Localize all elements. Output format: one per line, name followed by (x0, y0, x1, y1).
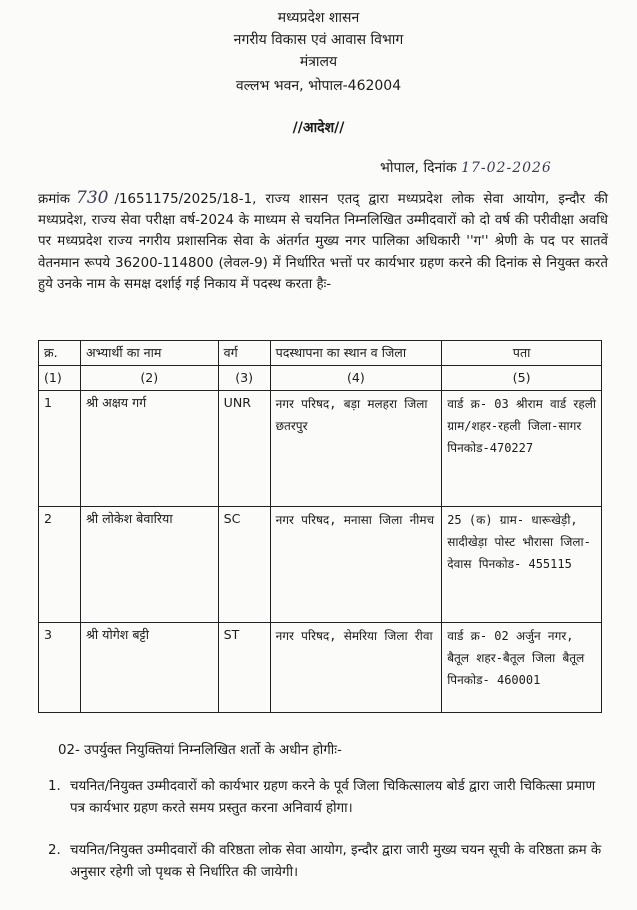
header-department: नगरीय विकास एवं आवास विभाग (233, 32, 404, 48)
condition-number: 1. (48, 779, 61, 794)
date-line (380, 158, 552, 177)
header-cell-name: अभ्यार्थी का नाम (80, 341, 218, 366)
header-cell-address: पता (442, 341, 602, 366)
order-title: //आदेश// (292, 120, 345, 136)
table-header-row (39, 341, 602, 366)
cell-posting: नगर परिषद, मनासा जिला नीमच (270, 507, 442, 623)
condition-number: 2. (48, 843, 61, 858)
table-row (39, 623, 602, 713)
condition-item (48, 840, 608, 884)
kramank-number: 730 (76, 188, 109, 208)
cell-posting: नगर परिषद, बड़ा मलहरा जिला छतरपुर (270, 391, 442, 507)
cell-category: SC (218, 507, 270, 623)
kramank-label: क्रमांक (38, 192, 71, 207)
header-cell-category: वर्ग (218, 341, 270, 366)
cell-posting: नगर परिषद, सेमरिया जिला रीवा (270, 623, 442, 713)
table-row (39, 391, 602, 507)
colnum-cell: (1) (39, 366, 81, 391)
cell-serial: 2 (39, 507, 81, 623)
condition-item (48, 776, 608, 820)
cell-serial: 3 (39, 623, 81, 713)
date-value: 17-02-2026 (461, 160, 552, 176)
condition-text: चयनित/नियुक्त उम्मीदवारों की वरिष्ठता लोक सेवा आयोग, इन्दौर द्वारा जारी मुख्य चयन सूची के वरिष्ठता क्रम के अनुसार रहेगी जो पृथक से निर्धारित की जायेगी। (70, 843, 602, 880)
cell-name: श्री लोकेश बेवारिया (80, 507, 218, 623)
condition-text: चयनित/नियुक्त उम्मीदवारों को कार्यभार ग्रहण करने के पूर्व जिला चिकित्सालय बोर्ड द्वारा जारी चिकित्सा प्रमाण पत्र कार्यभार ग्रहण करते समय प्रस्तुत करना अनिवार्य होगा। (70, 779, 596, 816)
paragraph-text: /1651175/2025/18-1, राज्य शासन एतद् द्वारा मध्यप्रदेश लोक सेवा आयोग, इन्दौर की मध्यप्रदेश, राज्य सेवा परीक्षा वर्ष-2024 के माध्यम से चयनित निम्नलिखित उम्मीदवारों को दो वर्ष की परीवीक्षा अवधि पर मध्यप्रदेश राज्य नगरीय प्रशासनिक सेवा के अंतर्गत मुख्य नगर पालिका अधिकारी ''ग'' श्रेणी के पद पर सातवें वेतनमान रूपये 36200-114800 (लेवल-9) में निर्धारित भत्तों पर कार्यभार ग्रहण करने की दिनांक से नियुक्त करते हुये उनके नाम के समक्ष दर्शाई गई निकाय में पदस्थ करता हैः- (38, 192, 608, 292)
cell-name: श्री अक्षय गर्ग (80, 391, 218, 507)
table-row (39, 507, 602, 623)
colnum-cell: (5) (442, 366, 602, 391)
header-address: वल्लभ भवन, भोपाल-462004 (235, 78, 402, 94)
date-label: भोपाल, दिनांक (380, 160, 457, 176)
order-paragraph (38, 188, 608, 295)
table-colnum-row (39, 366, 602, 391)
header-cell-serial: क्र. (39, 341, 81, 366)
header-cell-posting: पदस्थापना का स्थान व जिला (270, 341, 442, 366)
cell-category: ST (218, 623, 270, 713)
header-govt: मध्यप्रदेश शासन (277, 10, 360, 26)
colnum-cell: (4) (270, 366, 442, 391)
section-2-heading: 02- उपर्युक्त नियुक्तियां निम्नलिखित शर्तो के अधीन होगीः- (58, 743, 342, 758)
colnum-cell: (2) (80, 366, 218, 391)
cell-category: UNR (218, 391, 270, 507)
cell-address: 25 (क) ग्राम- धारूखेड़ी, सादीखेड़ा पोस्ट भौरासा जिला- देवास पिनकोड- 455115 (442, 507, 602, 623)
colnum-cell: (3) (218, 366, 270, 391)
cell-name: श्री योगेश बट्टी (80, 623, 218, 713)
cell-address: वार्ड क्र- 02 अर्जुन नगर, बैतूल शहर-बैतूल जिला बैतूल पिनकोड- 460001 (442, 623, 602, 713)
appointment-table (38, 340, 602, 713)
cell-serial: 1 (39, 391, 81, 507)
cell-address: वार्ड क्र- 03 श्रीराम वार्ड रहली ग्राम/शहर-रहली जिला-सागर पिनकोड-470227 (442, 391, 602, 507)
header-ministry: मंत्रालय (299, 54, 338, 70)
